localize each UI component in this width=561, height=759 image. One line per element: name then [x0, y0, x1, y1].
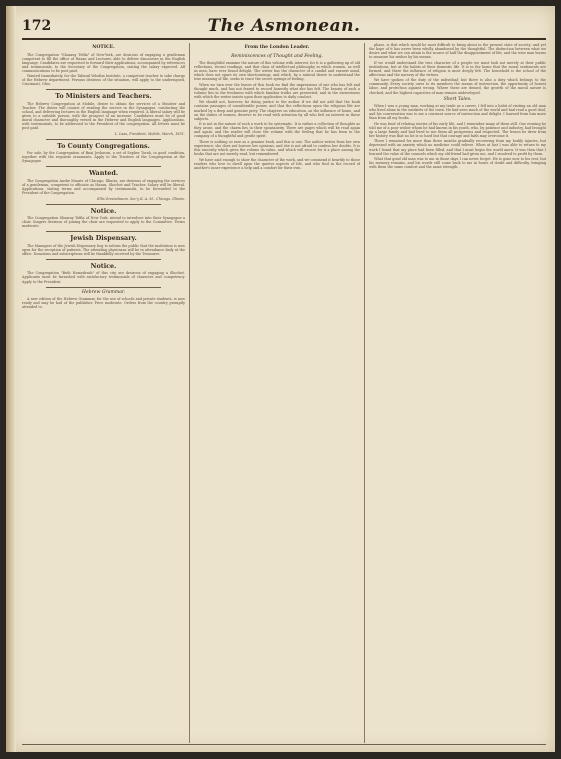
article-paragraph: A new edition of the Hebrew Grammar, for the use of schools and private students, is now ready and may be had of the publisher. Price moderate. Orders from the country promptly attended to.	[22, 297, 185, 310]
advertisement-divider	[46, 89, 160, 90]
article-paragraph: Wanted Immediately, for the Talmud Yelodim Institute, a competent teacher to take charge of the Hebrew department. Persons desirous of the situation, will apply to the undersigned, Cincinnati, Ohio.	[22, 74, 185, 87]
page-number: 172	[22, 18, 52, 34]
advertisement-divider	[46, 259, 160, 260]
article-paragraph: The Congregation Shaaray Tefila of New York, intend to introduce into their Synagogue a choir. Singers desirous of joining the choir are requested to apply to the Committee. Terms moderate.	[22, 216, 185, 229]
article-paragraph: The thoughtful examine the nature of this volume with interest, for it is a gathering up of old reflections, recent readings, and that class of intellectual philosophy in which women, as well as men, have ever found delight. The writer has the character of a candid and earnest mind, which does not spare its own shortcomings, and which, by a natural desire to understand the true meaning of life, seeks to trace the secret springs of feeling.	[194, 61, 360, 82]
article-paragraph: The Hebrew Congregation at Mobile, desire to obtain the services of a Minister and Teacher. The duties will consist of reading the service in the Synagogue, conducting the school, and delivering lectures in the English language when required. A liberal salary will be given to a suitable person, with the prospect of an increase. Candidates must be of good moral character and thoroughly versed in the Hebrew and English languages. Applications, with testimonials, to be addressed to the President of the congregation. All letters must be post paid.	[22, 101, 185, 131]
article-paragraph: The Managers of the Jewish Dispensary beg to inform the public that the institution is now open for the reception of patients. The attending physicians will be in attendance daily at the office. Donations and subscriptions will be thankfully received by the Treasurer.	[22, 243, 185, 256]
advertisement-divider	[46, 231, 160, 232]
article-heading: Notice.	[90, 261, 117, 270]
advertisement-divider	[46, 139, 160, 140]
article-paragraph: There I remained for more than three months gradually recovering from my bodily injuries, but depressed with an anxiety which no medicine could relieve. When at last I was able to return to my work I found that my place had been filled, and that I must begin the world anew. It was then that I learned the value of the counsels which my old friend had given me, and I resolved to profit by them.	[369, 139, 546, 156]
article-paragraph: We should not, however, be doing justice to the author if we did not add that the book contains passages of considerable power, and that the reflections upon the religious life are marked by a deep and genuine piety. The chapters on education, on the influence of home, and on the duties of women, deserve to be read with attention by all who feel an interest in these subjects.	[194, 100, 360, 121]
article-paragraph: We have said enough to show the character of the work, and we commend it heartily to those readers who love to dwell upon the quieter aspects of life, and who find in the record of another's inner experience a help and a comfort for their own.	[194, 157, 360, 170]
notice-signature: Ellis Greenebaum, Sec'y K. A. M., Chicago, Illinois.	[97, 196, 185, 201]
article-heading: Short Tales.	[443, 96, 472, 102]
article-paragraph: It is not in the nature of such a work to be systematic. It is rather a collection of thoughts as they arose, and the charm lies in their spontaneity. There are pages which will be read again and again, and the reader will close the volume with the feeling that he has been in the company of a thoughtful and gentle spirit.	[194, 122, 360, 139]
article-paragraph: We have spoken of the duty of the individual; but there is also a duty which belongs to the community. Every society owes to its members the means of instruction, the opportunity of honest labor, and protection against wrong. Where these are denied, the growth of the moral nature is checked, and the highest capacities of man remain undeveloped.	[369, 78, 546, 95]
article-paragraph: The Congregation Anshe Maariv of Chicago, Illinois, are desirous of engaging the services of a gentleman, competent to officiate as Hazan, Shochet and Teacher. Salary will be liberal. Applications, stating terms and accompanied by testimonials, to be forwarded to the President of the Congregation.	[22, 178, 185, 196]
newspaper-title: The Asmonean.	[207, 16, 361, 36]
article-heading: Reminiscences of Thought and Feeling.	[231, 53, 323, 59]
article-heading: NOTICE.	[92, 45, 115, 50]
column-essays	[369, 43, 546, 743]
article-paragraph: When I was a young man, working at my trade as a carver, I fell into a habit of visiting an old man who lived alone in the outskirts of the town. He had seen much of the world and had read a good deal, and his conversation was to me a constant source of instruction and delight. I learned from him more than from all my books.	[369, 104, 546, 121]
article-paragraph: If we would understand the true character of a people we must look not merely at their public institutions, but at the habits of their domestic life. It is in the home that the moral sentiments are formed, and there the influence of religion is most deeply felt. The household is the school of the affections and the nursery of the virtues.	[369, 60, 546, 77]
advertisement-divider	[46, 166, 160, 167]
newspaper-page	[6, 6, 555, 752]
article-heading: Wanted.	[88, 169, 119, 178]
article-paragraph: What that good old man was to me in those days I can never forget. He is gone now to his rest, but his memory remains, and his words still come back to me in hours of doubt and difficulty, bringing with them the same comfort and the same strength.	[369, 157, 546, 170]
article-paragraph: When we turn over the leaves of this book we find the impressions of one who has felt and thought much, and has not feared to record honestly what she has felt. The beauty of such a volume lies in the freshness with which familiar truths are presented, and in the earnestness with which the writer insists upon their application to daily conduct.	[194, 82, 360, 99]
advertisement-divider	[46, 287, 160, 288]
article-paragraph: There is nothing so rare as a genuine book, and this is one. The author writes from her own experience; she does not borrow her opinions, and she is not afraid to confess her doubts. It is this sincerity which gives the volume its value, and which will secure for it a place among the books that are not merely read, but remembered.	[194, 139, 360, 156]
article-paragraph: For sale, by the Congregation of Bnai Jeshurun, a set of Sepher Torah, in good condition, together with the requisite ornaments. Apply to the Trustees of the Congregation at the Synagogue.	[22, 151, 185, 164]
page-spine-shadow	[6, 6, 16, 752]
column-rule	[189, 43, 190, 743]
article-heading: From the London Leader.	[244, 45, 310, 50]
article-heading: Hebrew Grammar.	[81, 289, 126, 295]
article-paragraph: The Congregation "Beth Hamedrash" of this city are desirous of engaging a Shochet. Applicants must be furnished with satisfactory testimonials of character and competency. Apply to the President.	[22, 271, 185, 284]
masthead	[22, 18, 546, 40]
notice-signature: L. Laas, President, Mobile, March, 1851.	[114, 131, 185, 136]
article-heading: Jewish Dispensary.	[70, 234, 137, 243]
article-heading: To Ministers and Teachers.	[55, 92, 152, 101]
column-rule	[364, 43, 365, 743]
article-paragraph: He was fond of relating stories of his early life, and I remember many of them still. One evening he told me of a poor widow whom he had known in his youth, who, by patience and industry, had brought up a large family and had lived to see them all prosperous and respected. The lesson he drew from her history was that no lot is so hard but that courage and faith may overcome it.	[369, 121, 546, 138]
article-paragraph: phase, is that which would be most difficult to bring about in the present state of society; and yet the hope of it has never been wholly abandoned by the thoughtful. The distinction between what we desire and what we can attain is the source of half the disappointment of life, and the wise man learns to measure his wishes by his means.	[369, 43, 546, 60]
article-heading: Notice.	[90, 206, 117, 215]
column-review	[194, 43, 360, 743]
article-heading: To County Congregations.	[57, 141, 150, 150]
advertisement-divider	[46, 204, 160, 205]
page-footer-rule	[22, 744, 546, 745]
column-advertisements	[22, 43, 185, 743]
article-paragraph: The Congregation "Shaaray Tefila" of New-York, are desirous of engaging a gentleman competent to fill the office of Hazan and Lecturer, able to deliver discourses in the English language. Candidates are requested to forward their applications, accompanied by references and testimonials, to the Secretary of the Congregation, stating the salary expected. All communications to be post paid.	[22, 52, 185, 73]
